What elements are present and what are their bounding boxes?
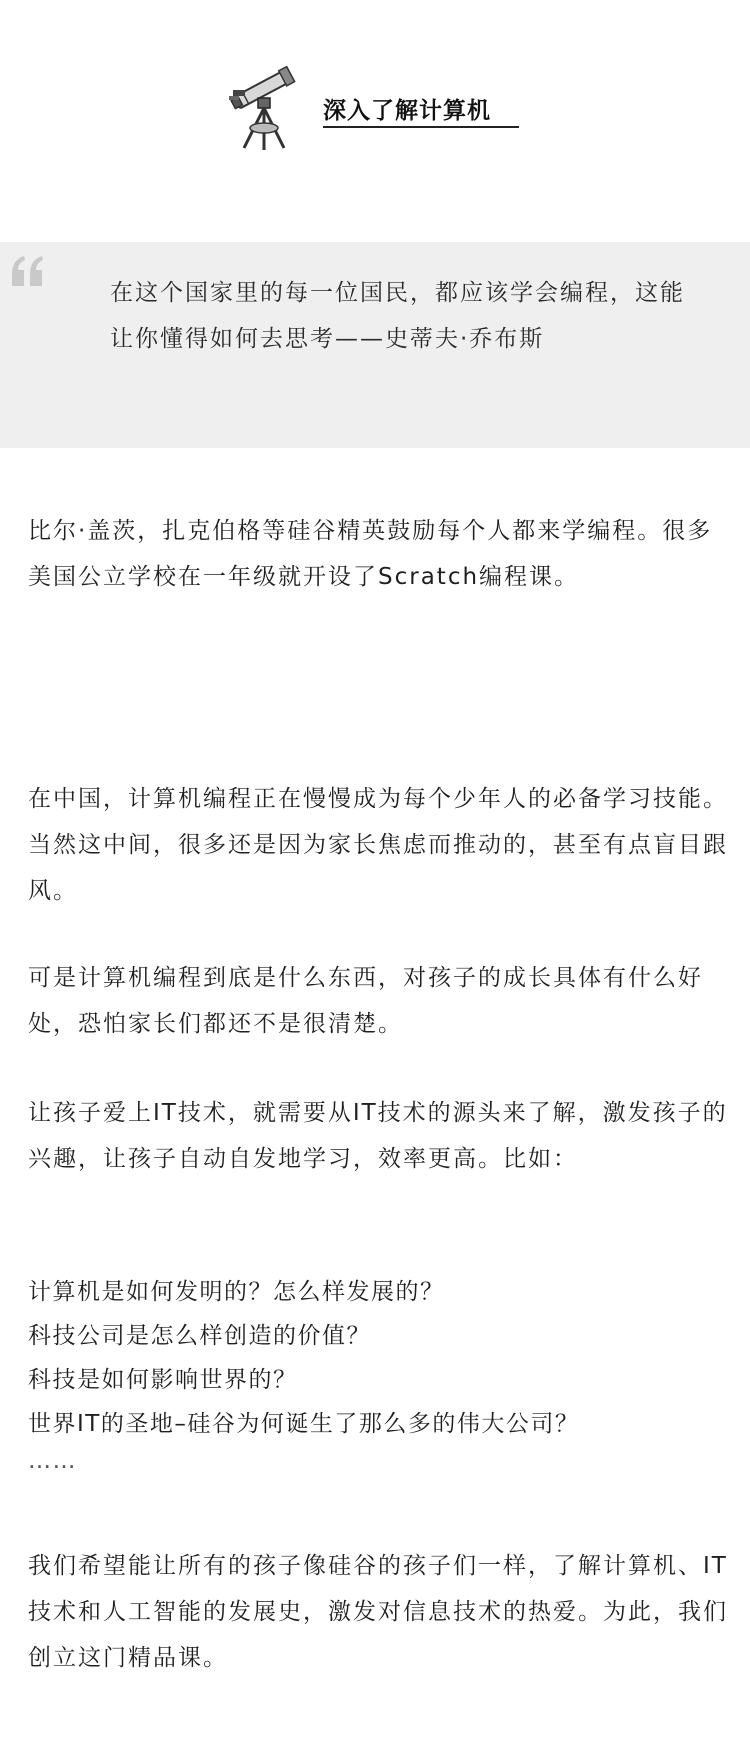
list-item: 科技是如何影响世界的？	[28, 1367, 298, 1393]
section-header	[0, 0, 750, 200]
title-underline	[323, 126, 519, 128]
question-list	[28, 1270, 728, 1476]
quote-mark-icon	[10, 254, 46, 288]
paragraph-1: 比尔·盖茨，扎克伯格等硅谷精英鼓励每个人都来学编程。很多美国公立学校在一年级就开设了Scratch编程课。	[28, 518, 713, 590]
list-item: ……	[28, 1448, 77, 1474]
list-item: 世界IT的圣地–硅谷为何诞生了那么多的伟大公司？	[28, 1411, 580, 1437]
telescope-icon	[228, 60, 300, 152]
list-item: 科技公司是怎么样创造的价值？	[28, 1323, 371, 1349]
paragraph-2: 在中国，计算机编程正在慢慢成为每个少年人的必备学习技能。当然这中间，很多还是因为家长焦虑而推动的，甚至有点盲目跟风。	[28, 786, 728, 904]
section-title: 深入了解计算机	[323, 98, 491, 124]
list-item: 计算机是如何发明的？怎么样发展的？	[28, 1279, 445, 1305]
paragraph-5: 我们希望能让所有的孩子像硅谷的孩子们一样，了解计算机、IT技术和人工智能的发展史，激发对信息技术的热爱。为此，我们创立这门精品课。	[28, 1553, 728, 1671]
quote-text: 在这个国家里的每一位国民，都应该学会编程，这能让你懂得如何去思考——史蒂夫·乔布斯	[110, 280, 685, 352]
paragraph-4: 让孩子爱上IT技术，就需要从IT技术的源头来了解，激发孩子的兴趣，让孩子自动自发地学习，效率更高。比如：	[28, 1100, 728, 1172]
paragraph-3: 可是计算机编程到底是什么东西，对孩子的成长具体有什么好处，恐怕家长们都还不是很清楚。	[28, 965, 703, 1037]
